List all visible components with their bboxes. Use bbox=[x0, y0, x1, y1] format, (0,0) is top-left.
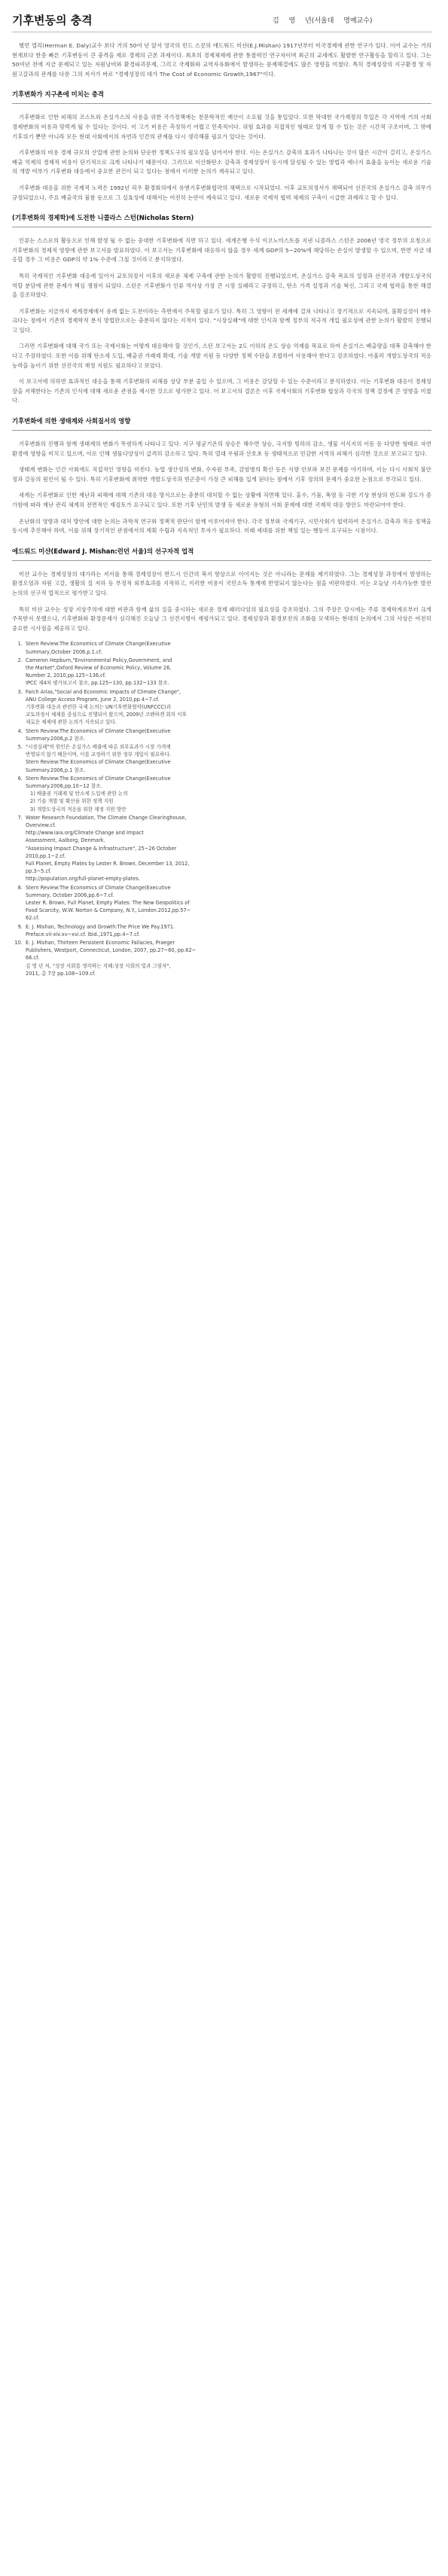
endnote-line: ANU College Access Program, June 2, 2010,pp.4~7.cf. bbox=[26, 696, 160, 703]
paragraph: 생태계 변화는 인간 사회에도 직접적인 영향을 미친다. 농업 생산성의 변화, 수자원 부족, 감염병의 확산 등은 식량 안보와 보건 문제를 야기하며, 이는 다시 사회적 불안정과 갈등의 원인이 될 수 있다. 특히 기후변화에 취약한 개발도상국과 빈곤층이 가장 큰 피해를 입게 된다는 점에서 기후 정의의 문제가 중요한 논점으로 부각되고 있다. bbox=[12, 466, 431, 483]
endnote-line: Summary.2006,p.2 참조. bbox=[26, 735, 86, 742]
endnote-line: Overview.cf. bbox=[26, 822, 56, 829]
section-ecosystem bbox=[12, 416, 431, 536]
endnote-line: Assessment, Aalborg, Denmark. bbox=[26, 837, 105, 844]
section-heading: 에드워드 미샨(Edward J. Mishan:런던 서울)의 선구자적 업적 bbox=[12, 547, 194, 555]
section-divider bbox=[12, 103, 431, 104]
endnote-link[interactable]: http://www.iaia.org/Climate Change and Impact bbox=[26, 830, 144, 837]
endnote bbox=[24, 657, 431, 687]
endnote-line: pp.3~5.cf. bbox=[26, 868, 52, 875]
endnote-line: 2. Cameron Hepburn,"Environmental Policy,Government, and bbox=[26, 657, 172, 663]
endnote-link[interactable]: http://population.org/full-planet-empty-plates. bbox=[26, 876, 140, 883]
section-heading: 기후변화가 지구촌에 미치는 충격 bbox=[12, 90, 105, 99]
endnotes-list bbox=[12, 640, 431, 977]
endnote-line: 4. Stern Review:The Economics of Climate Change(Executive bbox=[26, 727, 171, 734]
endnote bbox=[24, 775, 431, 813]
section-mishan bbox=[12, 547, 431, 634]
endnote-subitem: 2) 기술 개발 및 확산을 위한 정책 지원 bbox=[30, 798, 114, 805]
endnote-line: 8. Stern Review:The Economics of Climate Change(Executive bbox=[26, 884, 171, 891]
endnote bbox=[24, 727, 431, 742]
paragraph: 그러면 기후변화에 대해 국가 또는 국제사회는 어떻게 대응해야 할 것인가, 스턴 보고서는 2도 이하의 온도 상승 억제를 목표로 하여 온실가스 배출량을 대폭 감축해야 한다고 주장하였다. 또한 이를 위해 탄소세 도입, 배출권 거래제 확대, 기술 개발 지원 등 다양한 정책 수단을 조합하여 사용해야 한다고 강조하였다. 아울러 개발도상국의 적응 능력을 높이기 위한 선진국의 재정 지원도 필요하다고 보았다. bbox=[12, 343, 431, 369]
endnote-line: the Market",Oxford Review of Economic Policy, Volume 26, bbox=[26, 664, 172, 671]
endnote-line: Summary.2006,pp.10~12 참조. bbox=[26, 783, 102, 789]
endnote-line: Summary,October 2006,p.1.cf. bbox=[26, 648, 102, 655]
endnote-line: 6. Stern Review:The Economics of Climate Change(Executive bbox=[26, 775, 171, 782]
endnote-subitem: 3) 개발도상국의 적응을 위한 재정 지원 방안 bbox=[30, 806, 126, 812]
paragraph: 세계는 기후변화로 인한 재난과 피해에 대해 기존의 대응 방식으로는 충분히 대처할 수 없는 상황에 직면해 있다. 홍수, 가뭄, 폭염 등 극한 기상 현상의 빈도와 강도가 증가함에 따라 재난 관리 체계의 전면적인 재검토가 요구되고 있다. 또한 기후 난민의 발생 등 새로운 유형의 사회 문제에 대한 국제적 대응 방안도 마련되어야 한다. bbox=[12, 492, 431, 508]
section-divider bbox=[12, 430, 431, 431]
paragraph: 기후변화의 비용 경제 규모의 산업에 관한 논의와 단순한 정책도구의 필요성을 넘어서야 한다. 이는 온실가스 감축의 효과가 나타나는 것이 많은 시간이 걸리고, 온실가스 배출 억제의 경제적 비용이 단기적으로 크게 나타나기 때문이다. 그러므로 이산화탄소 감축과 경제성장이 동시에 달성될 수 있는 방법과 에너지 효율을 높이는 새로운 기술의 개발 여부가 기후변화 대응에서 중요한 관건이 되고 있다는 점에서 이러한 논의가 계속되고 있다. bbox=[12, 149, 431, 175]
endnote-line: Publishers, Westport, Connecticut, London, 2007, pp.27~60, pp.62~ bbox=[26, 947, 197, 954]
endnote-line: 교토의정서 체제를 중심으로 진행되어 왔으며, 2009년 코펜하겐 회의 이후 bbox=[26, 712, 187, 718]
endnote-line: 2010,pp.1~2.cf. bbox=[26, 852, 66, 859]
endnote bbox=[24, 939, 431, 977]
endnote-line: 새로운 체제에 관한 논의가 지속되고 있다. bbox=[26, 719, 117, 726]
article-title: 기후변동의 충격 bbox=[12, 14, 93, 27]
paragraph: 기후변화로 인한 피해의 코스트와 온실가스의 사용을 위한 국가정책에는 천문학적인 예산이 소요될 것을 통일었다. 또한 막대한 국가재정의 투입은 각 지역에 거의 사회경제변화의 비용과 맞먹게 될 수 있다는 것이다. 이 고기 비용은 측정하기 어렵고 민족적이다. 위험 효과를 직접적인 형태로 알게 할 수 있는 것은 시간적 구조이며, 그 밖에 기후위기 뿐만 아니라 모든 현대 사회에서의 자연과 인간의 관계를 다시 생각해볼 필요가 있다는 것이다. bbox=[12, 114, 431, 140]
endnote-line: 5. "시장실패"의 원인은 온실가스 배출에 따른 외부효과가 시장 가격에 bbox=[26, 743, 171, 750]
endnote-line: 김 영 년 저, "성장 사회를 생각하는 지혜:성장 사회의 빛과 그림자", bbox=[26, 962, 171, 969]
endnote-line: 2011, 총 7장 pp.108~109.cf. bbox=[26, 970, 96, 977]
paragraph: 기후변화의 진행과 함께 생태계의 변화가 뚜렷하게 나타나고 있다. 지구 평균기온의 상승은 해수면 상승, 극지방 빙하의 감소, 생물 서식지의 이동 등 다양한 형태로 자연환경에 영향을 미치고 있으며, 이로 인해 생물다양성이 급격히 감소하고 있다. 특히 열대 우림과 산호초 등 생태적으로 민감한 지역의 피해가 심각한 것으로 보고되고 있다. bbox=[12, 441, 431, 457]
endnote-line: Full Planet, Empty Plates by Lester R. Brown, December 13, 2012, bbox=[26, 861, 190, 867]
paragraph: 미샨 교수는 경제성장의 대가라는 저서를 통해 경제성장이 반드시 인간의 복지 향상으로 이어지는 것은 아니라는 문제를 제기하였다. 그는 경제성장 과정에서 발생하는 환경오염과 자원 고갈, 생활의 질 저하 등 부정적 외부효과를 지적하고, 이러한 비용이 국민소득 통계에 반영되지 않는다는 점을 비판하였다. 이는 오늘날 지속가능한 발전 논의의 선구적 업적으로 평가받고 있다. bbox=[12, 570, 431, 596]
endnote-line: 62.cf. bbox=[26, 915, 40, 922]
endnote-line: 기후변화 대응과 관련한 국제 논의는 UN기후변화협약(UNFCCC)과 bbox=[26, 703, 171, 710]
endnote-line: 9. E. J. Mishan, Technology and Growth:The Price We Pay.1971. bbox=[26, 923, 175, 930]
section-heading: 기후변화에 의한 생태계와 사회질서의 영향 bbox=[12, 417, 131, 425]
endnote bbox=[24, 743, 431, 774]
endnote bbox=[24, 923, 431, 938]
section-heading: (기후변화의 경제학)에 도전한 니콜라스 스턴(Nicholas Stern) bbox=[12, 214, 194, 222]
section-global-impact bbox=[12, 90, 431, 203]
header bbox=[12, 6, 431, 29]
section-stern bbox=[12, 213, 431, 406]
paragraph: 특히 미샨 교수는 성장 지상주의에 대한 비판과 함께 삶의 질을 중시하는 새로운 경제 패러다임의 필요성을 강조하였다. 그의 주장은 당시에는 주류 경제학계로부터 크게 주목받지 못했으나, 기후변화와 환경문제가 심각해진 오늘날 그 선견지명이 재평가되고 있다. 경제성장과 환경보전의 조화를 모색하는 현대의 논의에서 그의 사상은 여전히 중요한 시사점을 제공하고 있다. bbox=[12, 605, 431, 632]
endnote-line: Number 2, 2010,pp.125~136.cf. bbox=[26, 672, 106, 679]
paragraph: 기후변화는 지금까지 세계경제에서 유례 없는 도전이라는 측면에서 주목할 필요가 있다. 특히 그 영향이 전 세계에 걸쳐 나타나고 장기적으로 지속되며, 불확실성이 매우 크다는 점에서 기존의 경제학적 분석 방법만으로는 충분하지 않다는 지적이 있다. "시장실패"에 대한 인식과 함께 정부의 적극적 개입 필요성에 관한 논의가 활발히 진행되고 있다. bbox=[12, 307, 431, 334]
paragraph: 기후변화 대응을 위한 국제적 노력은 1992년 리우 환경회의에서 유엔기후변화협약의 채택으로 시작되었다. 이후 교토의정서가 채택되어 선진국의 온실가스 감축 의무가 규정되었으나, 주요 배출국의 불참 등으로 그 실효성에 대해서는 여전히 논란이 계속되고 있다. 새로운 국제적 협력 체제의 구축이 시급한 과제라고 할 수 있다. bbox=[12, 184, 431, 201]
endnote-line: Lester R. Brown, Full Planet, Empty Plates: The New Geopolitics of bbox=[26, 900, 190, 907]
endnote bbox=[24, 884, 431, 922]
endnote bbox=[24, 814, 431, 883]
endnote-line: 반영되지 않기 때문이며, 이를 교정하기 위한 정부 개입이 필요하다. bbox=[26, 751, 171, 758]
endnote-line: "Assessing Impact Change & Infrastructure", 25~26 October bbox=[26, 845, 177, 852]
endnote-line: Stern Review:The Economics of Climate Change(Executive bbox=[26, 759, 171, 766]
endnote-line: Summary.2006,p.1 참조. bbox=[26, 767, 86, 773]
endnote-line: 3. Farch Arias,"Social and Economic Impacts of Climate Change", bbox=[26, 688, 181, 695]
endnote-line: 7. Water Research Foundation, The Climate Change Clearinghouse, bbox=[26, 814, 187, 821]
endnote-line: Food Scarcity, W.W. Norton & Company, N.Y., London.2012,pp.57~ bbox=[26, 907, 191, 914]
endnote-line: 66.cf. bbox=[26, 955, 40, 962]
endnote-line: 1. Stern Review:The Economics of Climate Change(Executive bbox=[26, 641, 171, 648]
author-byline: 김 영 년(서울대 명예교수) bbox=[273, 17, 373, 25]
paragraph: 이 보고서에 의하면 효과적인 대응을 통해 기후변화의 피해를 상당 부분 줄일 수 있으며, 그 비용은 감당할 수 있는 수준이라고 분석하였다. 이는 기후변화 대응이 경제성장을 저해한다는 기존의 인식에 대해 새로운 관점을 제시한 것으로 평가받고 있다. 이 보고서의 결론은 이후 국제사회의 기후변화 협상과 각국의 정책 결정에 큰 영향을 미쳤다. bbox=[12, 378, 431, 404]
paragraph: 온난화의 영향과 대처 방안에 대한 논의는 과학적 연구와 정책적 판단이 함께 이루어져야 한다. 각국 정부와 국제기구, 시민사회가 협력하여 온실가스 감축과 적응 정책을 동시에 추진해야 하며, 이를 위해 장기적인 관점에서의 계획 수립과 지속적인 투자가 필요하다. 미래 세대를 위한 책임 있는 행동이 요구되는 시점이다. bbox=[12, 517, 431, 535]
endnote-line: Summary, October 2006,pp.6~7.cf. bbox=[26, 892, 114, 898]
endnote-subitem: 1) 배출권 거래제 및 탄소세 도입에 관한 논의 bbox=[30, 791, 128, 797]
paragraph: 인류는 스스로의 활동으로 인해 발생 될 수 없는 중대한 기후변화에 직면 하고 있다. 세계은행 수석 이코노미스트를 지낸 니콜라스 스턴은 2006년 영국 정부의 요청으로 기후변화의 경제적 영향에 관한 보고서를 발표하였다. 이 보고서는 기후변화에 대응하지 않을 경우 세계 GDP의 5~20%에 해당하는 손실이 발생할 수 있으며, 반면 지금 대응할 경우 그 비용은 GDP의 약 1% 수준에 그칠 것이라고 분석하였다. bbox=[12, 237, 431, 264]
section-divider bbox=[12, 560, 431, 561]
paragraph: 헬먼 델리(Herman E. Daly)교수 보다 거의 50여 년 앞서 영국의 민드 스콧의 애드워드 미샨(E.J.Mishan) 1917년부터 미국경제에 관한 연구가 있다. 이어 교수는 거의 현재보다 한층 빠른 기후변동이 큰 충격을 제로 경제의 근본 과제이다. 최초의 경제체제에 관한 통찰력인 연구자이며 최근의 교세에도 활발한 연구활동을 할리고 있다. 그는 50여년 전에 지금 문제되고 있는 자원낭비와 환경파괴문제, 그리고 국제화와 교역자유화에서 발생하는 문제해결에도 많은 영향을 미쳤다. 특히 경제성장의 지구환경 및 자원고갈과의 관계를 다룬 그의 저서가 바로 "경제성장의 대가 The Cost of Economic Growth,1967"이다. bbox=[12, 42, 431, 78]
intro-section bbox=[12, 41, 431, 79]
endnote bbox=[24, 688, 431, 727]
endnote-line: 10. E. J. Mishan, Thirteen Persistent Economic Fallacies, Praeger bbox=[26, 940, 175, 947]
endnote-line: IPCC 제4차 평가보고서 참조, pp.125~130, pp.132~133 참조. bbox=[26, 680, 169, 687]
endnote bbox=[24, 640, 431, 655]
endnote-line: Preface.vii-xiv.xv~xvi.cf. Ibid.,1971,pp.4~7.cf. bbox=[26, 931, 140, 937]
paragraph: 특히 국제적인 기후변화 대응에 있어서 교토의정서 이후의 새로운 체제 구축에 관한 논의가 활발히 진행되었으며, 온실가스 감축 목표의 설정과 선진국과 개발도상국의 역할 분담에 관한 문제가 핵심 쟁점이 되었다. 스턴은 기후변화가 인류 역사상 가장 큰 시장 실패라고 규정하고, 탄소 가격 설정과 기술 혁신, 그리고 국제 협력을 통한 해결을 강조하였다. bbox=[12, 272, 431, 299]
